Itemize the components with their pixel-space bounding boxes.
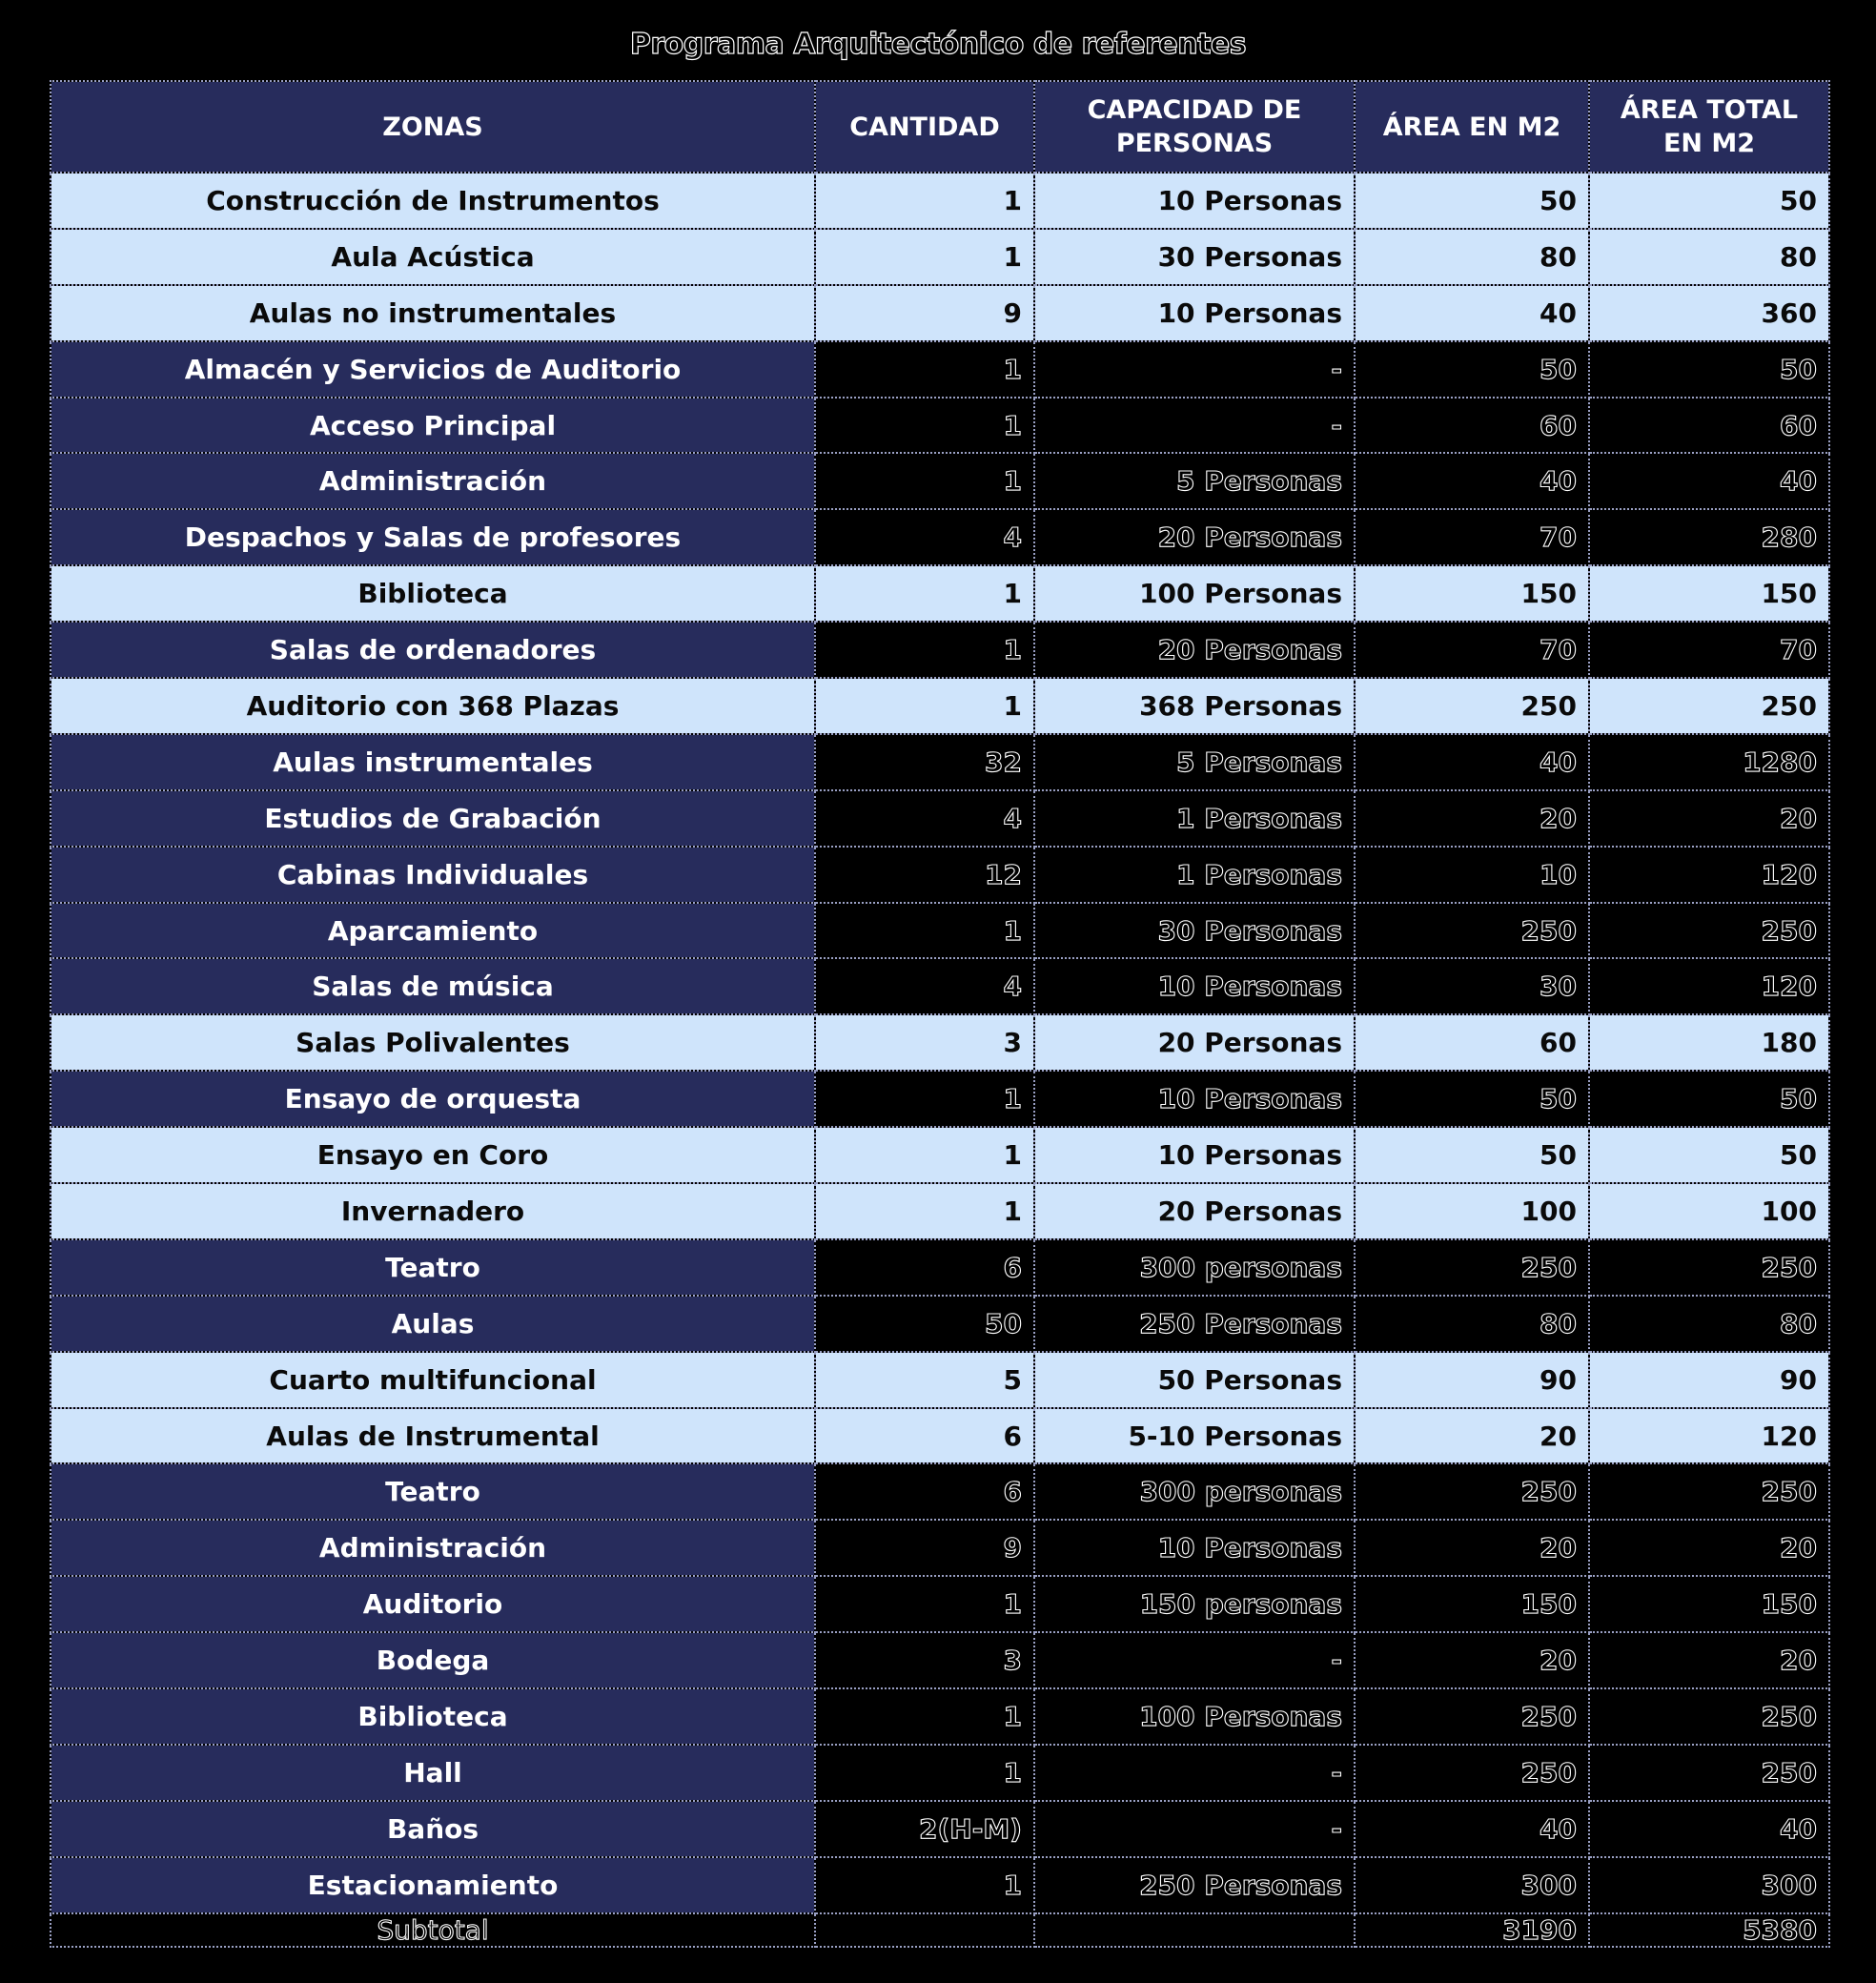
cell-zona: Hall: [51, 1745, 815, 1801]
table-row: [51, 229, 1829, 285]
cell-area: 150: [1355, 1576, 1589, 1632]
cell-area-total: 300: [1589, 1857, 1829, 1913]
table-row: [51, 1688, 1829, 1745]
cell-capacidad: 5 Personas: [1034, 453, 1355, 509]
cell-area-total: 20: [1589, 790, 1829, 847]
table-row: [51, 847, 1829, 903]
cell-capacidad: 10 Personas: [1034, 1520, 1355, 1576]
cell-capacidad: 20 Personas: [1034, 622, 1355, 678]
cell-capacidad: -: [1034, 1745, 1355, 1801]
cell-cantidad: 1: [815, 903, 1034, 959]
cell-capacidad: 100 Personas: [1034, 1688, 1355, 1745]
cell-cantidad: 1: [815, 341, 1034, 398]
cell-zona: Aparcamiento: [51, 903, 815, 959]
table-row: [51, 1857, 1829, 1913]
cell-area-total: 250: [1589, 678, 1829, 734]
table-row: [51, 1463, 1829, 1520]
cell-zona: Despachos y Salas de profesores: [51, 509, 815, 565]
cell-area-total: 80: [1589, 1296, 1829, 1352]
cell-area-total: 70: [1589, 622, 1829, 678]
cell-cantidad: 1: [815, 678, 1034, 734]
cell-zona: Estudios de Grabación: [51, 790, 815, 847]
subtotal-area-total: 5380: [1589, 1913, 1829, 1947]
cell-zona: Construcción de Instrumentos: [51, 173, 815, 229]
cell-capacidad: -: [1034, 1632, 1355, 1688]
cell-area: 250: [1355, 1745, 1589, 1801]
cell-zona: Aulas no instrumentales: [51, 285, 815, 341]
table-row: [51, 903, 1829, 959]
cell-area: 20: [1355, 1408, 1589, 1464]
cell-zona: Invernadero: [51, 1183, 815, 1239]
cell-zona: Acceso Principal: [51, 398, 815, 454]
table-row: [51, 790, 1829, 847]
cell-cantidad: 32: [815, 734, 1034, 790]
table-row: [51, 285, 1829, 341]
cell-area-total: 120: [1589, 847, 1829, 903]
cell-area: 20: [1355, 790, 1589, 847]
cell-cantidad: 1: [815, 1688, 1034, 1745]
cell-cantidad: 1: [815, 1183, 1034, 1239]
subtotal-label: Subtotal: [51, 1913, 815, 1947]
cell-capacidad: 10 Personas: [1034, 958, 1355, 1014]
subtotal-area: 3190: [1355, 1913, 1589, 1947]
cell-cantidad: 1: [815, 453, 1034, 509]
table-row: [51, 509, 1829, 565]
cell-area-total: 180: [1589, 1014, 1829, 1071]
header-area-total: ÁREA TOTAL EN M2: [1589, 81, 1829, 173]
cell-capacidad: -: [1034, 1801, 1355, 1857]
table-row: [51, 565, 1829, 622]
cell-area-total: 80: [1589, 229, 1829, 285]
cell-area: 40: [1355, 453, 1589, 509]
subtotal-row: [51, 1913, 1829, 1947]
cell-cantidad: 1: [815, 565, 1034, 622]
cell-area-total: 90: [1589, 1352, 1829, 1408]
cell-area: 250: [1355, 678, 1589, 734]
cell-capacidad: 1 Personas: [1034, 790, 1355, 847]
cell-area-total: 150: [1589, 1576, 1829, 1632]
cell-cantidad: 12: [815, 847, 1034, 903]
table-row: [51, 1801, 1829, 1857]
cell-zona: Aulas instrumentales: [51, 734, 815, 790]
cell-capacidad: 20 Personas: [1034, 509, 1355, 565]
cell-area-total: 280: [1589, 509, 1829, 565]
cell-capacidad: 50 Personas: [1034, 1352, 1355, 1408]
cell-zona: Administración: [51, 1520, 815, 1576]
cell-area-total: 60: [1589, 398, 1829, 454]
cell-capacidad: 300 personas: [1034, 1239, 1355, 1296]
header-area: ÁREA EN M2: [1355, 81, 1589, 173]
cell-capacidad: 5-10 Personas: [1034, 1408, 1355, 1464]
cell-area-total: 150: [1589, 565, 1829, 622]
cell-capacidad: 10 Personas: [1034, 1127, 1355, 1183]
cell-cantidad: 1: [815, 1857, 1034, 1913]
cell-area: 80: [1355, 229, 1589, 285]
cell-zona: Salas Polivalentes: [51, 1014, 815, 1071]
cell-zona: Salas de ordenadores: [51, 622, 815, 678]
table-row: [51, 1183, 1829, 1239]
cell-area-total: 100: [1589, 1183, 1829, 1239]
cell-area: 40: [1355, 1801, 1589, 1857]
table-row: [51, 1745, 1829, 1801]
cell-capacidad: 10 Personas: [1034, 285, 1355, 341]
cell-cantidad: 1: [815, 173, 1034, 229]
table-row: [51, 1014, 1829, 1071]
table-row: [51, 1352, 1829, 1408]
cell-zona: Cabinas Individuales: [51, 847, 815, 903]
cell-area-total: 50: [1589, 341, 1829, 398]
cell-area-total: 40: [1589, 1801, 1829, 1857]
cell-area: 40: [1355, 734, 1589, 790]
table-row: [51, 398, 1829, 454]
cell-cantidad: 1: [815, 1745, 1034, 1801]
cell-area-total: 1280: [1589, 734, 1829, 790]
cell-cantidad: 6: [815, 1463, 1034, 1520]
cell-area: 250: [1355, 903, 1589, 959]
cell-zona: Almacén y Servicios de Auditorio: [51, 341, 815, 398]
cell-capacidad: 368 Personas: [1034, 678, 1355, 734]
table-row: [51, 1071, 1829, 1127]
table-row: [51, 1296, 1829, 1352]
cell-area-total: 50: [1589, 1127, 1829, 1183]
cell-capacidad: -: [1034, 341, 1355, 398]
cell-zona: Salas de música: [51, 958, 815, 1014]
header-cantidad: CANTIDAD: [815, 81, 1034, 173]
cell-capacidad: 150 personas: [1034, 1576, 1355, 1632]
cell-area: 90: [1355, 1352, 1589, 1408]
cell-capacidad: 250 Personas: [1034, 1296, 1355, 1352]
cell-area: 100: [1355, 1183, 1589, 1239]
cell-area: 10: [1355, 847, 1589, 903]
cell-zona: Auditorio con 368 Plazas: [51, 678, 815, 734]
cell-area-total: 20: [1589, 1520, 1829, 1576]
program-table: [50, 80, 1830, 1948]
cell-area: 50: [1355, 173, 1589, 229]
cell-capacidad: 5 Personas: [1034, 734, 1355, 790]
cell-cantidad: 1: [815, 622, 1034, 678]
cell-area: 250: [1355, 1688, 1589, 1745]
cell-area-total: 250: [1589, 1463, 1829, 1520]
cell-area: 80: [1355, 1296, 1589, 1352]
cell-area: 60: [1355, 1014, 1589, 1071]
header-capacidad: CAPACIDAD DE PERSONAS: [1034, 81, 1355, 173]
cell-area: 250: [1355, 1239, 1589, 1296]
cell-area: 70: [1355, 622, 1589, 678]
table-row: [51, 1520, 1829, 1576]
subtotal-capacidad: [1034, 1913, 1355, 1947]
cell-area-total: 120: [1589, 1408, 1829, 1464]
cell-area: 300: [1355, 1857, 1589, 1913]
cell-area: 250: [1355, 1463, 1589, 1520]
cell-capacidad: 10 Personas: [1034, 173, 1355, 229]
cell-area: 150: [1355, 565, 1589, 622]
cell-cantidad: 1: [815, 1127, 1034, 1183]
cell-zona: Teatro: [51, 1239, 815, 1296]
cell-area: 50: [1355, 341, 1589, 398]
cell-area: 20: [1355, 1520, 1589, 1576]
cell-area: 30: [1355, 958, 1589, 1014]
cell-area-total: 40: [1589, 453, 1829, 509]
cell-area: 60: [1355, 398, 1589, 454]
cell-zona: Administración: [51, 453, 815, 509]
subtotal-cantidad: [815, 1913, 1034, 1947]
cell-zona: Biblioteca: [51, 565, 815, 622]
cell-area: 70: [1355, 509, 1589, 565]
table-header-row: [51, 81, 1829, 173]
cell-capacidad: 1 Personas: [1034, 847, 1355, 903]
cell-zona: Biblioteca: [51, 1688, 815, 1745]
cell-area: 20: [1355, 1632, 1589, 1688]
cell-cantidad: 1: [815, 229, 1034, 285]
cell-cantidad: 2(H-M): [815, 1801, 1034, 1857]
cell-capacidad: 100 Personas: [1034, 565, 1355, 622]
cell-cantidad: 4: [815, 790, 1034, 847]
cell-cantidad: 5: [815, 1352, 1034, 1408]
table-body: [51, 173, 1829, 1913]
cell-zona: Aulas de Instrumental: [51, 1408, 815, 1464]
cell-area: 50: [1355, 1071, 1589, 1127]
table-row: [51, 678, 1829, 734]
cell-cantidad: 1: [815, 1071, 1034, 1127]
header-zonas: ZONAS: [51, 81, 815, 173]
cell-zona: Ensayo de orquesta: [51, 1071, 815, 1127]
cell-area-total: 20: [1589, 1632, 1829, 1688]
cell-cantidad: 3: [815, 1632, 1034, 1688]
cell-capacidad: 30 Personas: [1034, 229, 1355, 285]
cell-zona: Teatro: [51, 1463, 815, 1520]
cell-zona: Baños: [51, 1801, 815, 1857]
cell-cantidad: 4: [815, 509, 1034, 565]
cell-capacidad: -: [1034, 398, 1355, 454]
cell-cantidad: 4: [815, 958, 1034, 1014]
cell-zona: Bodega: [51, 1632, 815, 1688]
cell-zona: Ensayo en Coro: [51, 1127, 815, 1183]
cell-cantidad: 9: [815, 1520, 1034, 1576]
cell-cantidad: 6: [815, 1239, 1034, 1296]
cell-area: 50: [1355, 1127, 1589, 1183]
cell-area-total: 360: [1589, 285, 1829, 341]
table-row: [51, 341, 1829, 398]
cell-cantidad: 1: [815, 1576, 1034, 1632]
table-row: [51, 1632, 1829, 1688]
table-row: [51, 1127, 1829, 1183]
table-row: [51, 453, 1829, 509]
cell-zona: Cuarto multifuncional: [51, 1352, 815, 1408]
table-row: [51, 958, 1829, 1014]
table-row: [51, 1576, 1829, 1632]
cell-capacidad: 30 Personas: [1034, 903, 1355, 959]
cell-area-total: 250: [1589, 1688, 1829, 1745]
cell-cantidad: 3: [815, 1014, 1034, 1071]
cell-zona: Auditorio: [51, 1576, 815, 1632]
cell-area-total: 50: [1589, 173, 1829, 229]
cell-cantidad: 9: [815, 285, 1034, 341]
cell-capacidad: 300 personas: [1034, 1463, 1355, 1520]
cell-zona: Aula Acústica: [51, 229, 815, 285]
table-row: [51, 1408, 1829, 1464]
cell-capacidad: 250 Personas: [1034, 1857, 1355, 1913]
cell-cantidad: 50: [815, 1296, 1034, 1352]
cell-area-total: 250: [1589, 903, 1829, 959]
table-row: [51, 622, 1829, 678]
cell-cantidad: 1: [815, 398, 1034, 454]
cell-area-total: 120: [1589, 958, 1829, 1014]
cell-zona: Aulas: [51, 1296, 815, 1352]
cell-area-total: 50: [1589, 1071, 1829, 1127]
cell-area: 40: [1355, 285, 1589, 341]
table-row: [51, 734, 1829, 790]
cell-capacidad: 20 Personas: [1034, 1183, 1355, 1239]
cell-capacidad: 10 Personas: [1034, 1071, 1355, 1127]
page-title: Programa Arquitectónico de referentes: [629, 28, 1247, 61]
cell-cantidad: 6: [815, 1408, 1034, 1464]
cell-area-total: 250: [1589, 1239, 1829, 1296]
table-row: [51, 1239, 1829, 1296]
cell-capacidad: 20 Personas: [1034, 1014, 1355, 1071]
table-row: [51, 173, 1829, 229]
cell-area-total: 250: [1589, 1745, 1829, 1801]
cell-zona: Estacionamiento: [51, 1857, 815, 1913]
